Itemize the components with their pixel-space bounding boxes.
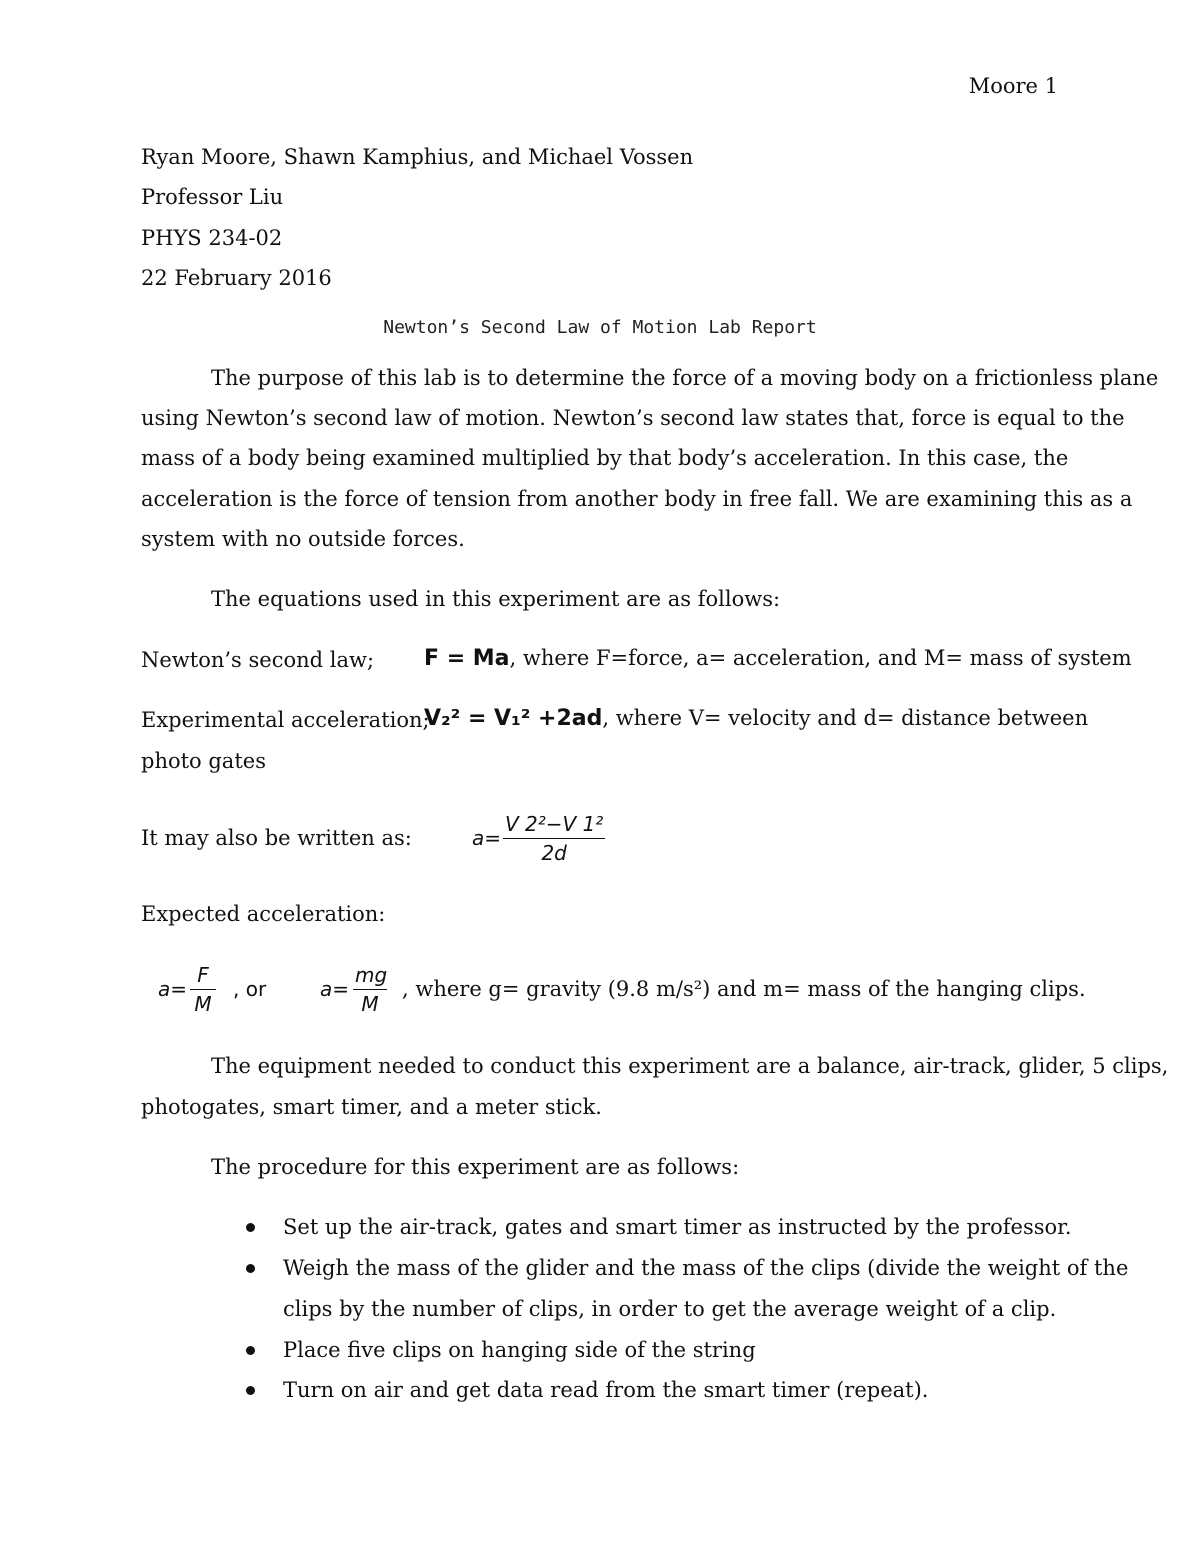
course: PHYS 234-02 bbox=[141, 226, 283, 250]
purpose-line: using Newton’s second law of motion. Newton’s second law states that, force is equal to the bbox=[141, 406, 1125, 430]
alt-form-fraction bbox=[503, 810, 605, 867]
experimental-label: Experimental acceleration; bbox=[141, 708, 430, 732]
experimental-desc: , where V= velocity and d= distance between bbox=[602, 706, 1089, 730]
purpose-line: The purpose of this lab is to determine the force of a moving body on a frictionless plane bbox=[211, 366, 1159, 390]
newton-formula: F = Ma bbox=[424, 646, 510, 671]
expected-f2-lhs: a= bbox=[320, 977, 350, 1001]
professor: Professor Liu bbox=[141, 185, 284, 209]
expected-f1-lhs: a= bbox=[158, 977, 188, 1001]
experimental-cont: photo gates bbox=[141, 749, 266, 773]
expected-fraction-1 bbox=[190, 961, 216, 1018]
newton-equation bbox=[424, 646, 1132, 671]
page-title: Newton’s Second Law of Motion Lab Report bbox=[383, 317, 817, 338]
page-header-label: Moore 1 bbox=[968, 74, 1058, 98]
expected-f1-denominator: M bbox=[194, 992, 212, 1016]
procedure-item: Place five clips on hanging side of the string bbox=[283, 1338, 756, 1362]
newton-label: Newton’s second law; bbox=[141, 648, 375, 672]
equipment-line: The equipment needed to conduct this experiment are a balance, air-track, glider, 5 clips, bbox=[211, 1054, 1169, 1078]
expected-f2-denominator: M bbox=[361, 992, 379, 1016]
alt-form-lhs: a= bbox=[472, 826, 502, 850]
expected-f2-numerator: mg bbox=[353, 961, 387, 990]
bullet-icon bbox=[246, 1264, 255, 1273]
procedure-item-cont: clips by the number of clips, in order to get the average weight of a clip. bbox=[283, 1297, 1057, 1321]
alt-form-numerator: V 2²−V 1² bbox=[503, 810, 605, 839]
bullet-icon bbox=[246, 1386, 255, 1395]
expected-or: , or bbox=[233, 977, 267, 1001]
expected-label: Expected acceleration: bbox=[141, 902, 386, 926]
purpose-line: acceleration is the force of tension from another body in free fall. We are examining this as a bbox=[141, 487, 1133, 511]
alt-form-label: It may also be written as: bbox=[141, 826, 412, 850]
alt-form-denominator: 2d bbox=[541, 841, 567, 865]
equipment-line: photogates, smart timer, and a meter stick. bbox=[141, 1095, 602, 1119]
date: 22 February 2016 bbox=[141, 266, 332, 290]
bullet-icon bbox=[246, 1223, 255, 1232]
procedure-intro: The procedure for this experiment are as follows: bbox=[211, 1155, 740, 1179]
purpose-line: mass of a body being examined multiplied by that body’s acceleration. In this case, the bbox=[141, 446, 1069, 470]
purpose-line: system with no outside forces. bbox=[141, 527, 465, 551]
experimental-equation bbox=[424, 706, 1088, 731]
procedure-item: Turn on air and get data read from the smart timer (repeat). bbox=[283, 1378, 929, 1402]
equations-intro: The equations used in this experiment are as follows: bbox=[211, 587, 781, 611]
expected-fraction-2 bbox=[353, 961, 387, 1018]
bullet-icon bbox=[246, 1346, 255, 1355]
procedure-item: Set up the air-track, gates and smart timer as instructed by the professor. bbox=[283, 1215, 1072, 1239]
experimental-formula: V₂² = V₁² +2ad bbox=[424, 706, 603, 731]
procedure-item: Weigh the mass of the glider and the mass of the clips (divide the weight of the bbox=[283, 1256, 1129, 1280]
newton-desc: , where F=force, a= acceleration, and M= mass of system bbox=[509, 646, 1132, 670]
expected-desc: , where g= gravity (9.8 m/s²) and m= mass of the hanging clips. bbox=[402, 977, 1086, 1001]
authors: Ryan Moore, Shawn Kamphius, and Michael Vossen bbox=[141, 145, 694, 169]
expected-f1-numerator: F bbox=[190, 961, 216, 990]
